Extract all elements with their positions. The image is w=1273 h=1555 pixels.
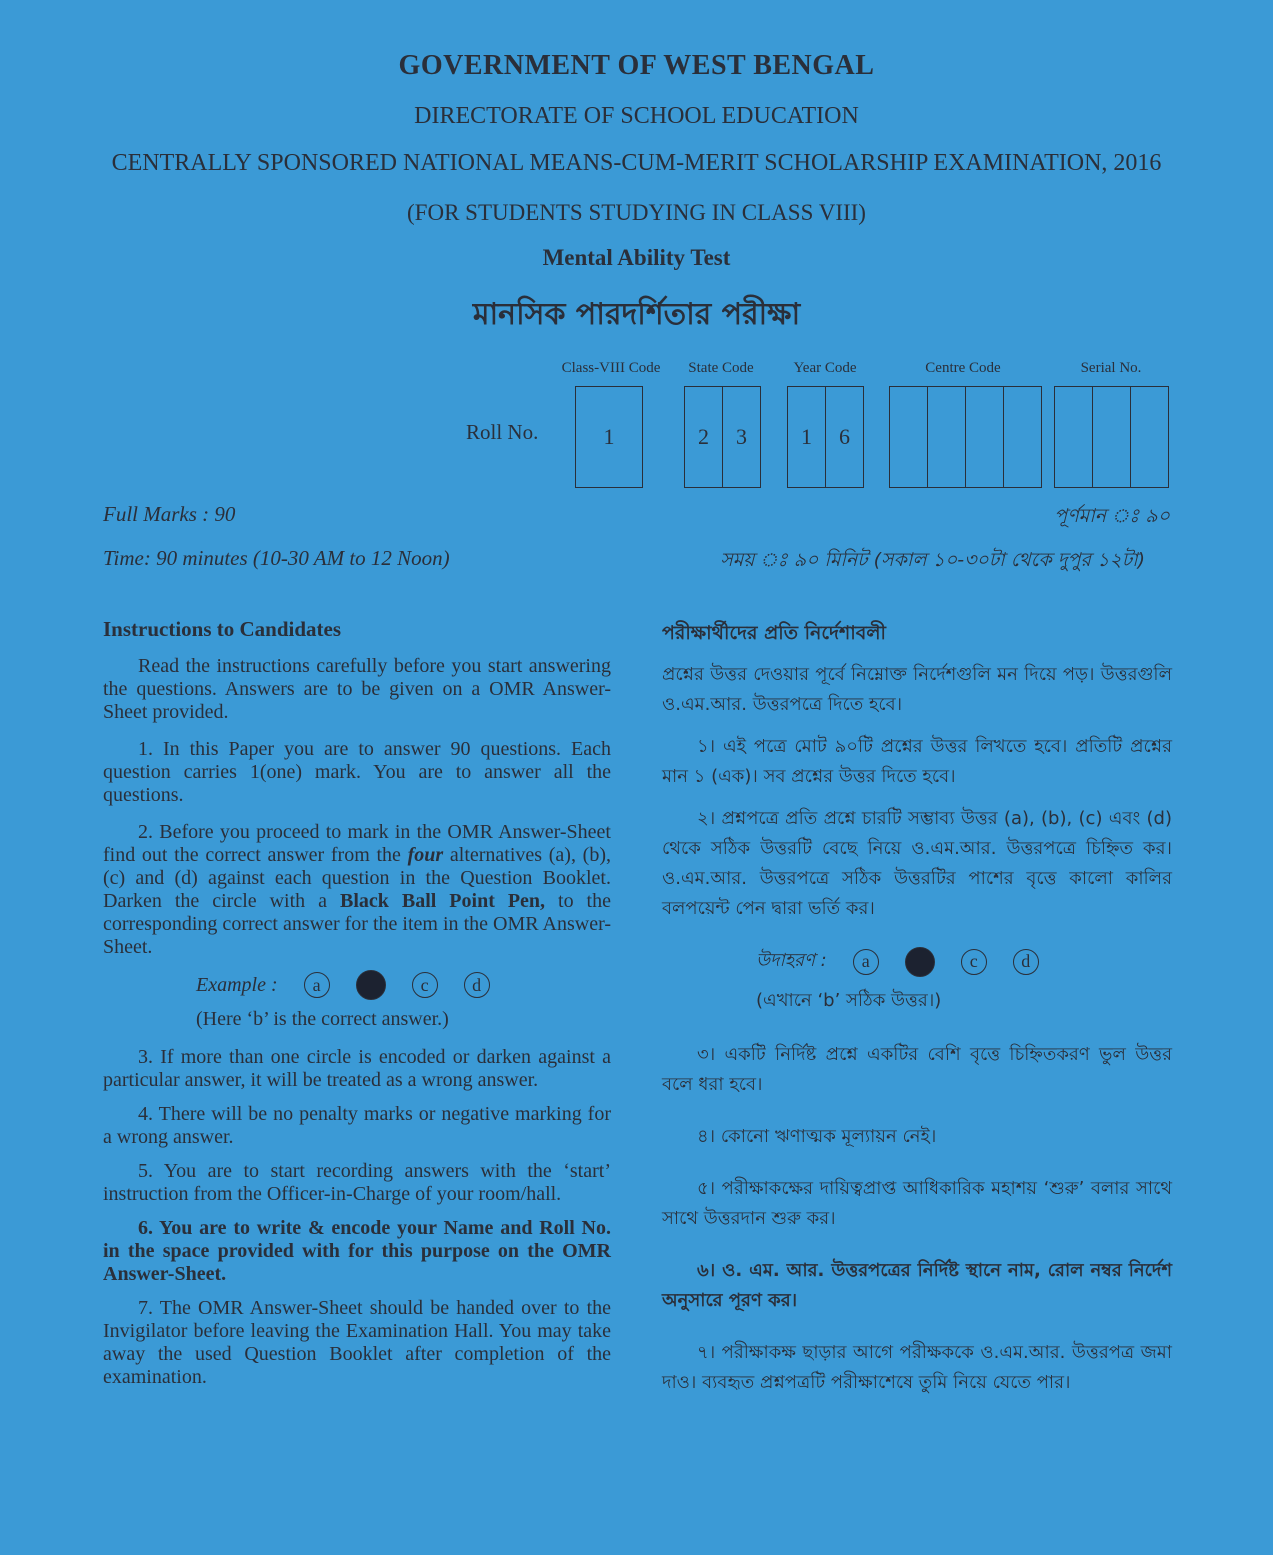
centre-code-label: Centre Code (925, 360, 1001, 376)
roll-digit (1055, 387, 1093, 487)
roll-digit (890, 387, 928, 487)
state-code-label: State Code (688, 360, 754, 376)
government-title: GOVERNMENT OF WEST BENGAL (398, 50, 875, 81)
class-subtitle: (FOR STUDENTS STUDYING IN CLASS VIII) (407, 200, 866, 225)
instruction-6-en: 6. You are to write & encode your Name and Roll No. in the space provided with for this purpose on the OMR Answer-Sheet. (103, 1217, 611, 1285)
example-note-bn: (এখানে ‘b’ সঠিক উত্তর।) (756, 990, 942, 1011)
example-label-en: Example : (196, 973, 278, 996)
option-d-circle: d (1013, 949, 1039, 975)
instruction-5-bn: ৫। পরীক্ষাকক্ষের দায়িত্বপ্রাপ্ত আধিকারিক মহাশয় ‘শুরু’ বলার সাথে সাথে উত্তরদান শুরু কর। (662, 1178, 1172, 1229)
roll-digit: 6 (839, 424, 850, 449)
example-label-bn: উদাহরণ : (756, 950, 827, 971)
example-row-en (196, 970, 490, 1000)
example-note-en: (Here ‘b’ is the correct answer.) (196, 1008, 449, 1030)
instruction-2-bn: ২। প্রশ্নপত্রে প্রতি প্রশ্নে চারটি সম্ভাব্য উত্তর (a), (b), (c) এবং (d) থেকে সঠিক উত্তরটি বেছে নিয়ে ও.এম.আর. উত্তরপত্রে চিহ্নিত কর। ও.এম.আর. উত্তরপত্রে সঠিক উত্তরটির পাশের বৃত্তে কালো কালির বলপয়েন্ট পেন দ্বারা ভর্তি কর। (662, 808, 1172, 919)
option-a-circle: a (853, 949, 879, 975)
instruction-intro-bn: প্রশ্নের উত্তর দেওয়ার পূর্বে নিম্নোক্ত নির্দেশগুলি মন দিয়ে পড়। উত্তরগুলি ও.এম.আর. উত্তরপত্রে দিতে হবে। (662, 664, 1172, 715)
roll-digit (1004, 387, 1041, 487)
instruction-3-bn: ৩। একটি নির্দিষ্ট প্রশ্নে একটির বেশি বৃত্তে চিহ্নিতকরণ ভুল উত্তর বলে ধরা হবে। (662, 1044, 1172, 1095)
instruction-6-bn: ৬। ও. এম. আর. উত্তরপত্রের নির্দিষ্ট স্থানে নাম, রোল নম্বর নির্দেশ অনুসারে পূরণ কর। (662, 1260, 1172, 1311)
roll-digit (928, 387, 966, 487)
centre-code-box[interactable] (889, 386, 1042, 488)
year-code-label: Year Code (793, 360, 857, 376)
roll-no-label: Roll No. (466, 420, 539, 444)
option-d-circle: d (464, 972, 490, 998)
instruction-1-en: 1. In this Paper you are to answer 90 questions. Each question carries 1(one) mark. You are to answer all the questions. (103, 738, 611, 806)
directorate-title: DIRECTORATE OF SCHOOL EDUCATION (414, 103, 859, 129)
instructions-heading-bn: পরীক্ষার্থীদের প্রতি নির্দেশাবলী (662, 622, 886, 644)
instruction-intro-en: Read the instructions carefully before you start answering the questions. Answers are to be given on a OMR Answer-Sheet provided. (103, 655, 611, 723)
roll-digit (1093, 387, 1131, 487)
option-a-circle: a (304, 972, 330, 998)
roll-digit (966, 387, 1004, 487)
serial-no-box[interactable] (1054, 386, 1169, 488)
instruction-4-en: 4. There will be no penalty marks or negative marking for a wrong answer. (103, 1103, 611, 1148)
roll-digit (1131, 387, 1168, 487)
instruction-1-bn: ১। এই পত্রে মোট ৯০টি প্রশ্নের উত্তর লিখতে হবে। প্রতিটি প্রশ্নের মান ১ (এক)। সব প্রশ্নের উত্তর দিতে হবে। (662, 736, 1172, 787)
instruction-7-bn: ৭। পরীক্ষাকক্ষ ছাড়ার আগে পরীক্ষককে ও.এম.আর. উত্তরপত্র জমা দাও। ব্যবহৃত প্রশ্নপত্রটি পরীক্ষাশেষে তুমি নিয়ে যেতে পার। (662, 1342, 1172, 1393)
instructions-bengali-cont (662, 1040, 1172, 1398)
instruction-7-en: 7. The OMR Answer-Sheet should be handed over to the Invigilator before leaving the Examination Hall. You may take away the used Question Booklet after completion of the examination. (103, 1297, 611, 1388)
test-name: Mental Ability Test (542, 245, 731, 270)
time-en: Time: 90 minutes (10-30 AM to 12 Noon) (103, 546, 450, 570)
roll-digit: 1 (603, 424, 615, 449)
instruction-5-en: 5. You are to start recording answers with the ‘start’ instruction from the Officer-in-Charge of your room/hall. (103, 1160, 611, 1205)
state-code-box[interactable] (684, 386, 761, 488)
roll-digit: 2 (685, 387, 723, 487)
option-c-circle: c (961, 949, 987, 975)
instruction-4-bn: ৪। কোনো ঋণাত্মক মূল্যায়ন নেই। (697, 1126, 937, 1147)
option-c-circle: c (412, 972, 438, 998)
instruction-2-en: 2. Before you proceed to mark in the OMR Answer-Sheet find out the correct answer from the four alternatives (a), (b), (c) and (d) against each question in the Question Booklet. Darken the circle with a Black Ball Point Pen, to the corresponding correct answer for the item in the OMR Answer-Sheet. (103, 821, 611, 958)
instructions-bengali (662, 618, 1172, 924)
option-b-filled-circle (905, 947, 935, 977)
instruction-3-en: 3. If more than one circle is encoded or darken against a particular answer, it will be treated as a wrong answer. (103, 1046, 611, 1091)
year-code-box[interactable] (787, 386, 864, 488)
instructions-english (103, 618, 611, 959)
option-b-filled-circle (356, 970, 386, 1000)
instructions-english-cont (103, 1046, 611, 1389)
roll-digit: 1 (788, 387, 826, 487)
example-row-bn (756, 946, 1039, 977)
instructions-heading-en: Instructions to Candidates (103, 617, 342, 641)
time-bn: সময় ঃ ৯০ মিনিট (সকাল ১০-৩০টা থেকে দুপুর ১২টা) (720, 549, 1145, 571)
exam-title: CENTRALLY SPONSORED NATIONAL MEANS-CUM-MERIT SCHOLARSHIP EXAMINATION, 2016 (111, 150, 1162, 176)
full-marks-bn: পূর্ণমান ঃ ৯০ (1054, 505, 1170, 527)
roll-digit: 3 (736, 424, 747, 449)
full-marks-en: Full Marks : 90 (103, 502, 236, 526)
serial-no-label: Serial No. (1080, 360, 1142, 376)
test-name-bengali: মানসিক পারদর্শিতার পরীক্ষা (472, 297, 801, 332)
class-code-box[interactable] (575, 386, 643, 488)
class-code-label: Class-VIII Code (561, 360, 661, 376)
